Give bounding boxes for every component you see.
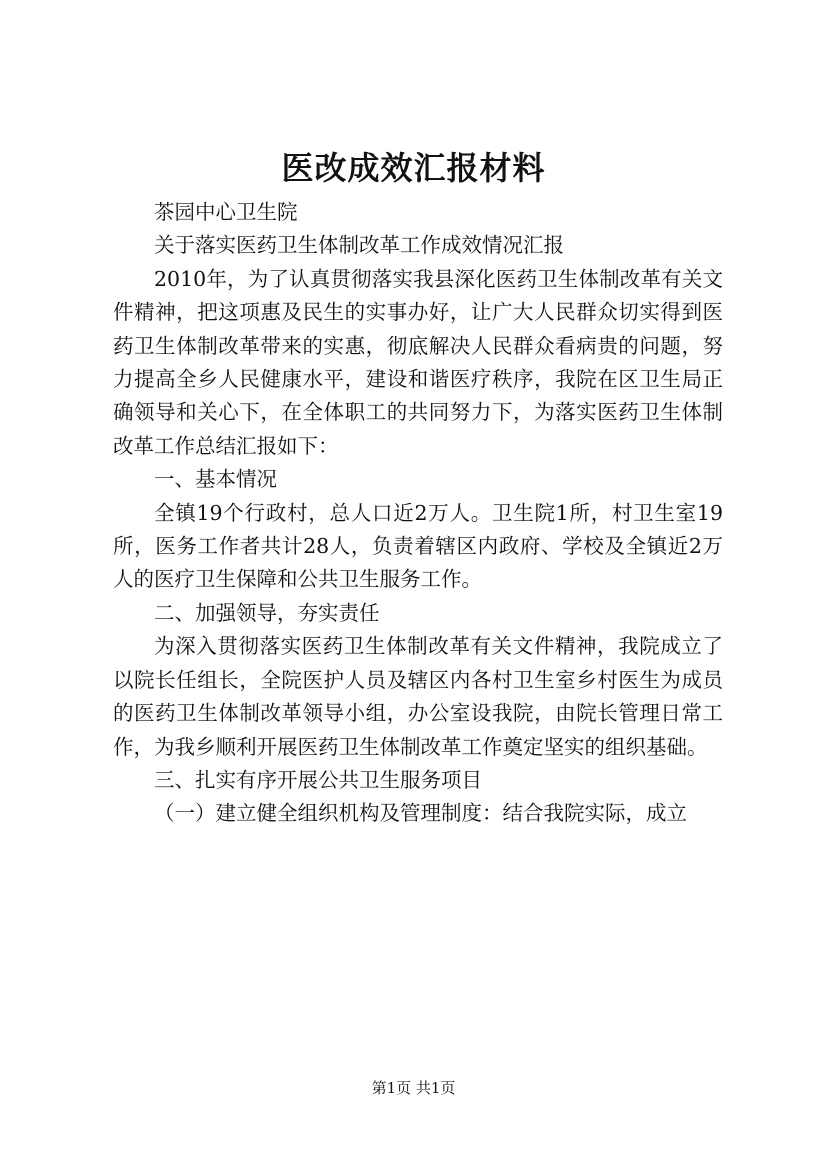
document-title: 医改成效汇报材料	[281, 149, 546, 187]
paragraph-report-subtitle: 关于落实医药卫生体制改革工作成效情况汇报	[154, 233, 564, 258]
paragraph-intro: 2010年，为了认真贯彻落实我县深化医药卫生体制改革有关文件精神，把这项惠及民生的实事办好，让广大人民群众切实得到医药卫生体制改革带来的实惠，彻底解决人民群众看病贵的问题，努力提高全乡人民健康水平，建设和谐医疗秩序，我院在区卫生局正确领导和关心下，在全体职工的共同努力下，为落实医药卫生体制改革工作总结汇报如下：	[113, 266, 723, 458]
section-heading-public-health: 三、扎实有序开展公共卫生服务项目	[154, 767, 482, 792]
page-footer: 第1页 共1页	[371, 1079, 456, 1097]
section-heading-basic-situation: 一、基本情况	[154, 467, 277, 492]
section-heading-leadership: 二、加强领导，夯实责任	[154, 600, 380, 625]
document-body	[113, 196, 723, 831]
paragraph-organization-setup: （一）建立健全组织机构及管理制度：结合我院实际，成立	[154, 801, 687, 826]
paragraph-basic-situation: 全镇19个行政村，总人口近2万人。卫生院1所，村卫生室19所，医务工作者共计28人，负责着辖区内政府、学校及全镇近2万人的医疗卫生保障和公共卫生服务工作。	[113, 500, 723, 592]
paragraph-organization: 茶园中心卫生院	[154, 200, 298, 224]
paragraph-leadership: 为深入贯彻落实医药卫生体制改革有关文件精神，我院成立了以院长任组长，全院医护人员及辖区内各村卫生室乡村医生为成员的医药卫生体制改革领导小组，办公室设我院，由院长管理日常工作，为我乡顺利开展医药卫生体制改革工作奠定坚实的组织基础。	[113, 634, 723, 759]
